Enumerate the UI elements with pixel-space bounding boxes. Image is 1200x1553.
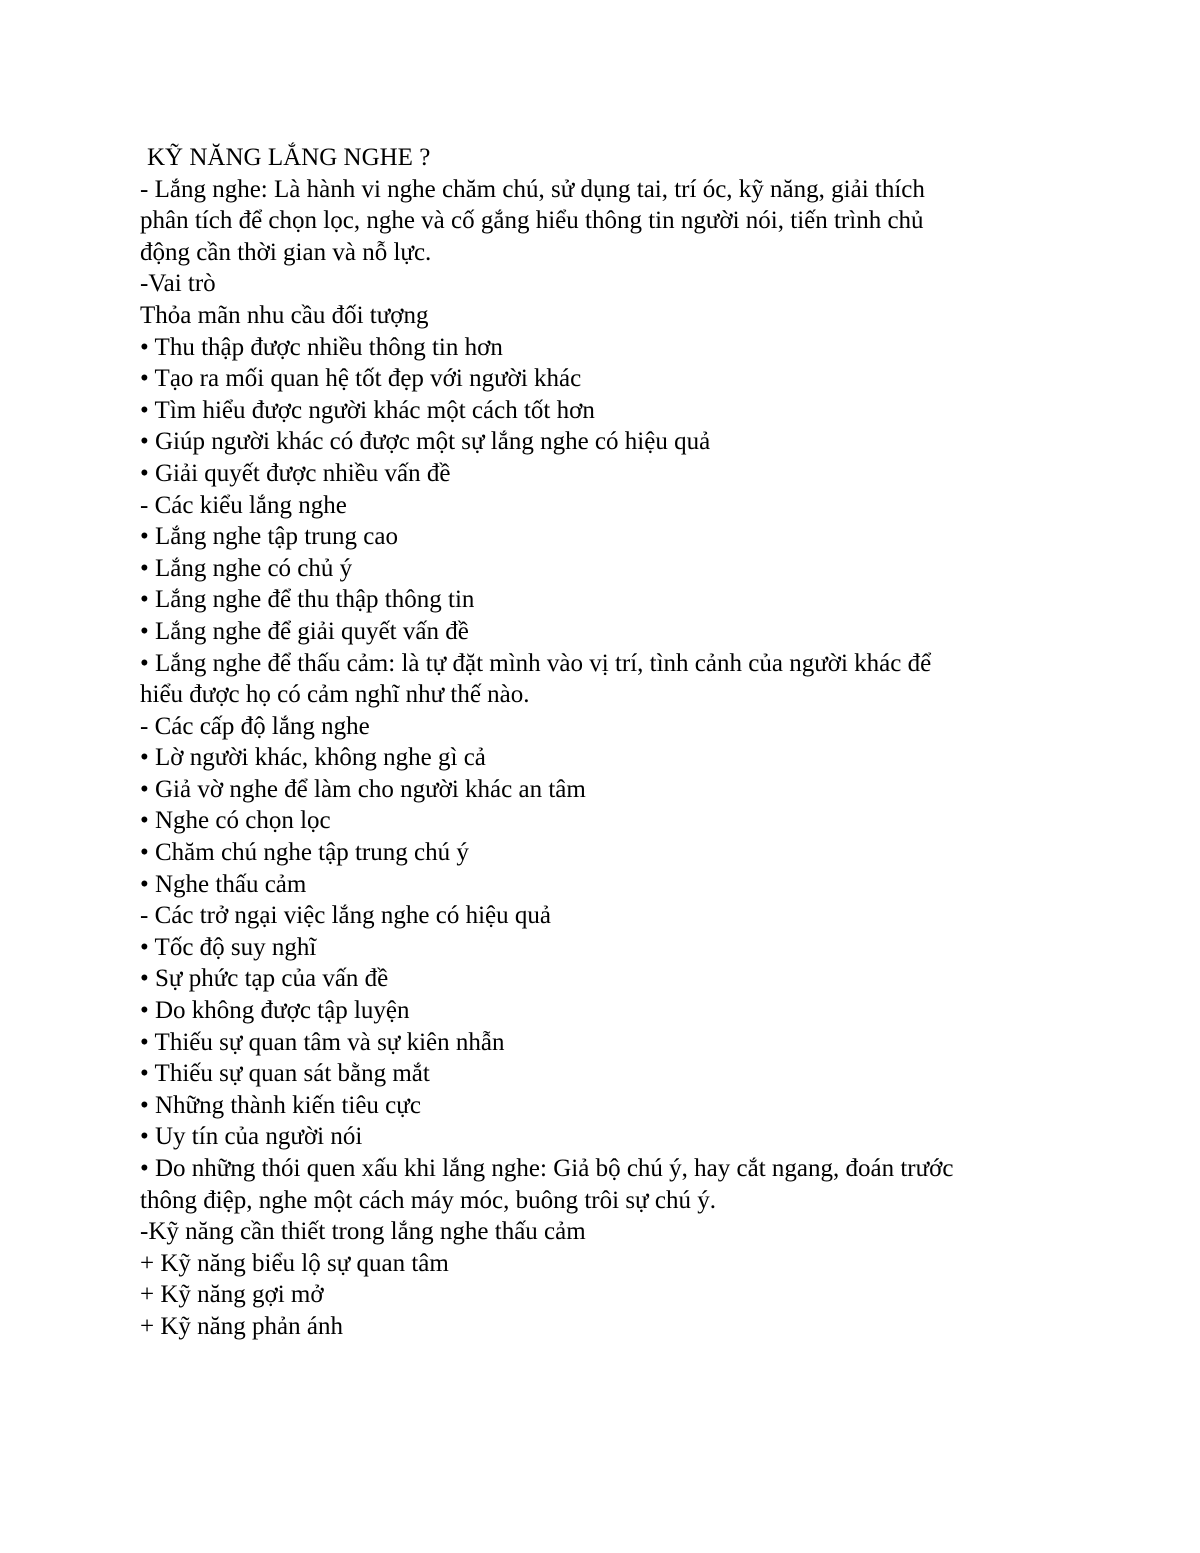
section-heading: -Kỹ năng cần thiết trong lắng nghe thấu cảm bbox=[140, 1218, 586, 1246]
bullet-item: • Tìm hiểu được người khác một cách tốt hơn bbox=[140, 396, 595, 424]
text-line: Thỏa mãn nhu cầu đối tượng bbox=[140, 301, 429, 329]
text-line: hiểu được họ có cảm nghĩ như thế nào. bbox=[140, 681, 530, 709]
bullet-item: • Lắng nghe tập trung cao bbox=[140, 523, 398, 551]
bullet-item: • Thiếu sự quan tâm và sự kiên nhẫn bbox=[140, 1028, 505, 1056]
bullet-item: • Giúp người khác có được một sự lắng nghe có hiệu quả bbox=[140, 428, 711, 456]
bullet-item: • Do những thói quen xấu khi lắng nghe: Giả bộ chú ý, hay cắt ngang, đoán trước bbox=[140, 1155, 954, 1182]
bullet-item: • Lắng nghe để thấu cảm: là tự đặt mình vào vị trí, tình cảnh của người khác để bbox=[140, 649, 932, 677]
bullet-item: • Nghe thấu cảm bbox=[140, 870, 307, 898]
bullet-item: • Nghe có chọn lọc bbox=[140, 807, 331, 835]
bullet-item: • Sự phức tạp của vấn đề bbox=[140, 965, 389, 993]
document-body bbox=[140, 142, 1060, 1343]
bullet-item: • Chăm chú nghe tập trung chú ý bbox=[140, 839, 469, 867]
plus-item: + Kỹ năng gợi mở bbox=[140, 1281, 324, 1309]
section-heading: - Các cấp độ lắng nghe bbox=[140, 712, 370, 740]
document-title: KỸ NĂNG LẮNG NGHE ? bbox=[147, 144, 431, 171]
bullet-item: • Thiếu sự quan sát bằng mắt bbox=[140, 1060, 430, 1088]
bullet-item: • Giả vờ nghe để làm cho người khác an tâm bbox=[140, 775, 586, 803]
plus-item: + Kỹ năng phản ánh bbox=[140, 1312, 343, 1340]
bullet-item: • Lắng nghe có chủ ý bbox=[140, 554, 353, 582]
section-heading: -Vai trò bbox=[140, 270, 216, 298]
bullet-item: • Lắng nghe để thu thập thông tin bbox=[140, 586, 475, 614]
bullet-item: • Thu thập được nhiều thông tin hơn bbox=[140, 333, 503, 361]
section-heading: - Các kiểu lắng nghe bbox=[140, 491, 347, 519]
bullet-item: • Những thành kiến tiêu cực bbox=[140, 1091, 421, 1119]
plus-item: + Kỹ năng biểu lộ sự quan tâm bbox=[140, 1249, 449, 1277]
section-heading: - Các trở ngại việc lắng nghe có hiệu quả bbox=[140, 902, 551, 930]
bullet-item: • Tốc độ suy nghĩ bbox=[140, 933, 317, 961]
text-line: động cần thời gian và nỗ lực. bbox=[140, 238, 432, 266]
text-line: phân tích để chọn lọc, nghe và cố gắng hiểu thông tin người nói, tiến trình chủ bbox=[140, 207, 924, 235]
bullet-item: • Lắng nghe để giải quyết vấn đề bbox=[140, 617, 469, 645]
bullet-item: • Giải quyết được nhiều vấn đề bbox=[140, 459, 451, 487]
bullet-item: • Uy tín của người nói bbox=[140, 1123, 363, 1151]
bullet-item: • Tạo ra mối quan hệ tốt đẹp với người khác bbox=[140, 365, 582, 393]
text-line: - Lắng nghe: Là hành vi nghe chăm chú, sử dụng tai, trí óc, kỹ năng, giải thích bbox=[140, 175, 925, 203]
text-line: thông điệp, nghe một cách máy móc, buông trôi sự chú ý. bbox=[140, 1186, 716, 1214]
bullet-item: • Do không được tập luyện bbox=[140, 997, 410, 1025]
bullet-item: • Lờ người khác, không nghe gì cả bbox=[140, 744, 486, 772]
